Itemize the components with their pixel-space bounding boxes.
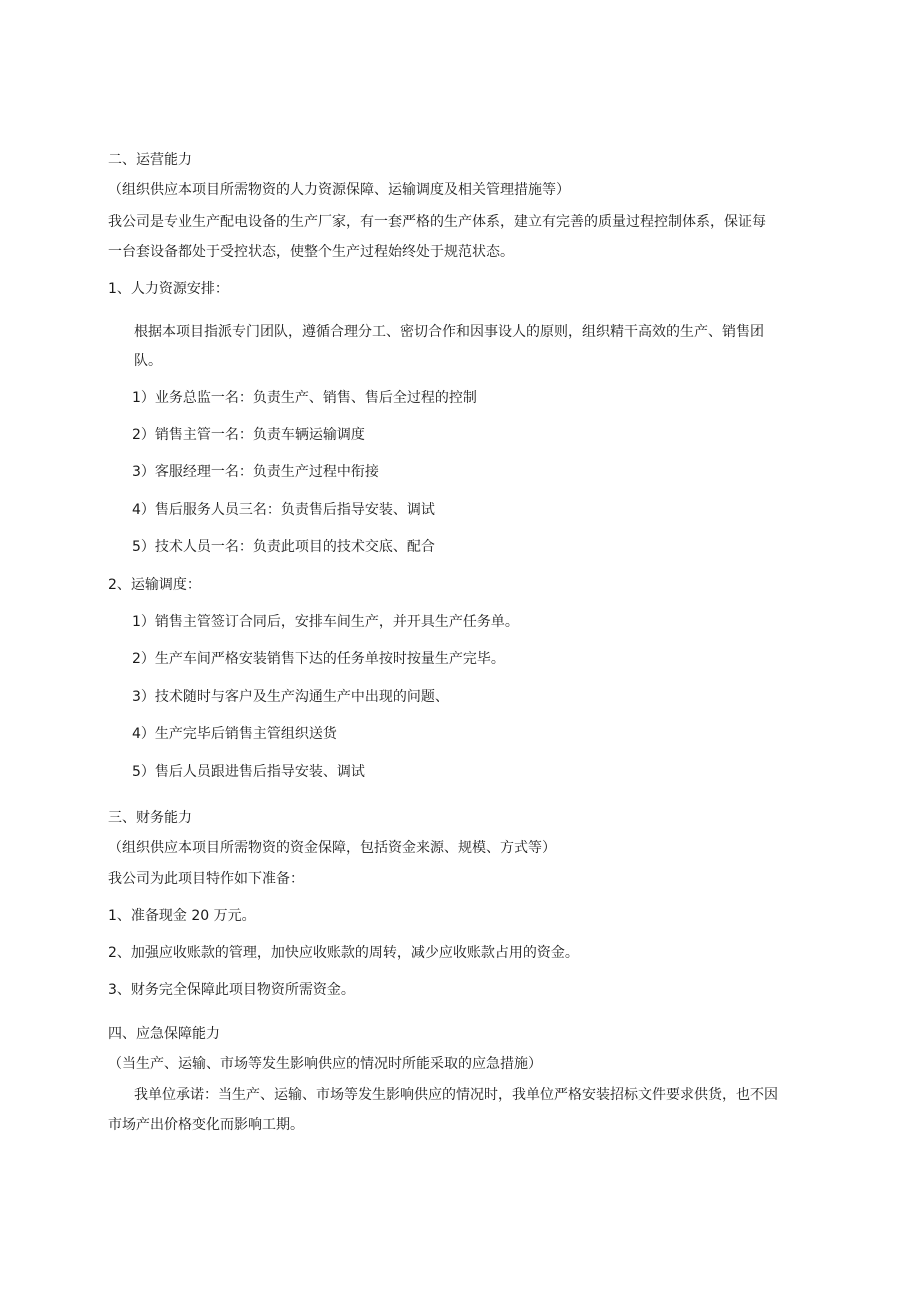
paragraph-line: 我公司是专业生产配电设备的生产厂家，有一套严格的生产体系，建立有完善的质量过程控制体系，保证每 [108,214,766,230]
section-heading: 二、运营能力 [108,152,192,168]
list-item: 3、财务完全保障此项目物资所需资金。 [108,982,355,998]
list-item: 2）销售主管一名：负责车辆运输调度 [132,427,365,443]
section-note: （当生产、运输、市场等发生影响供应的情况时所能采取的应急措施） [108,1056,542,1072]
section-note: （组织供应本项目所需物资的资金保障，包括资金来源、规模、方式等） [108,840,556,856]
list-item: 3）客服经理一名：负责生产过程中衔接 [132,464,379,480]
paragraph-line: 市场产出价格变化而影响工期。 [108,1117,304,1133]
paragraph-line: 我单位承诺：当生产、运输、市场等发生影响供应的情况时，我单位严格安装招标文件要求供货，也不因 [134,1087,778,1103]
subsection-title: 1、人力资源安排： [108,281,229,297]
paragraph-line: 队。 [134,353,162,369]
list-item: 5）技术人员一名：负责此项目的技术交底、配合 [132,539,435,555]
list-item: 1、准备现金 20 万元。 [108,908,256,924]
list-item: 2）生产车间严格安装销售下达的任务单按时按量生产完毕。 [132,651,505,667]
list-item: 3）技术随时与客户及生产沟通生产中出现的问题、 [132,689,449,705]
list-item: 2、加强应收账款的管理，加快应收账款的周转，减少应收账款占用的资金。 [108,945,579,961]
section-heading: 三、财务能力 [108,810,192,826]
list-item: 4）售后服务人员三名：负责售后指导安装、调试 [132,502,435,518]
paragraph-line: 我公司为此项目特作如下准备： [108,871,304,887]
list-item: 1）业务总监一名：负责生产、销售、售后全过程的控制 [132,390,477,406]
paragraph-line: 根据本项目指派专门团队，遵循合理分工、密切合作和因事设人的原则，组织精干高效的生产、销售团 [134,324,764,340]
list-item: 5）售后人员跟进售后指导安装、调试 [132,764,365,780]
section-note: （组织供应本项目所需物资的人力资源保障、运输调度及相关管理措施等） [108,182,570,198]
section-heading: 四、应急保障能力 [108,1026,220,1042]
subsection-title: 2、运输调度： [108,577,201,593]
list-item: 4）生产完毕后销售主管组织送货 [132,726,337,742]
list-item: 1）销售主管签订合同后，安排车间生产，并开具生产任务单。 [132,614,519,630]
paragraph-line: 一台套设备都处于受控状态，使整个生产过程始终处于规范状态。 [108,244,514,260]
